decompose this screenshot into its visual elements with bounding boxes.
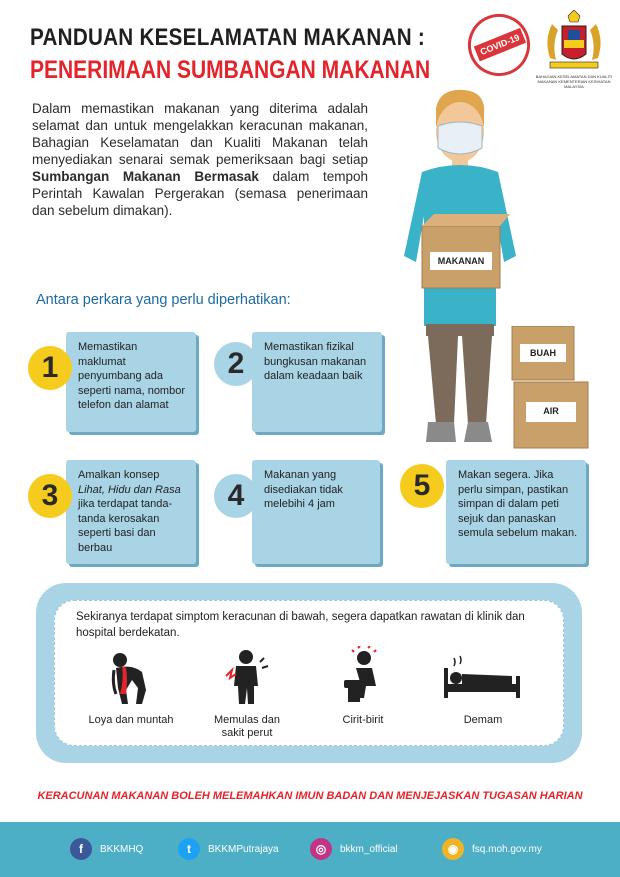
checklist-item-1 bbox=[66, 332, 196, 432]
checklist-item-3-text-b: jika terdapat tanda-tanda kerosakan seperti basi dan berbau bbox=[78, 498, 173, 554]
checklist-item-4 bbox=[252, 460, 380, 564]
vomit-icon bbox=[108, 650, 156, 706]
page-title: PANDUAN KESELAMATAN MAKANAN : bbox=[30, 24, 426, 51]
page-subtitle: PENERIMAAN SUMBANGAN MAKANAN bbox=[30, 56, 431, 84]
checklist-item-5 bbox=[446, 460, 586, 564]
warning-banner: KERACUNAN MAKANAN BOLEH MELEMAHKAN IMUN BADAN DAN MENJEJASKAN TUGASAN HARIAN bbox=[37, 790, 583, 802]
instagram-link[interactable] bbox=[310, 838, 398, 860]
twitter-icon: t bbox=[178, 838, 200, 860]
checklist-number-5: 5 bbox=[400, 464, 444, 508]
crest-caption: BAHAGIAN KESELAMATAN DAN KUALITI MAKANAN KEMENTERIAN KESIHATAN MALAYSIA bbox=[535, 74, 613, 89]
website-url: fsq.moh.gov.my bbox=[472, 843, 542, 855]
twitter-handle: BKKMPutrajaya bbox=[208, 843, 279, 855]
facebook-icon: f bbox=[70, 838, 92, 860]
box-label-buah: BUAH bbox=[530, 348, 556, 358]
facebook-link[interactable] bbox=[70, 838, 143, 860]
stamp-label: COVID-19 bbox=[474, 28, 526, 62]
checklist-item-5-text: Makan segera. Jika perlu simpan, pastikan simpan di dalam peti sejuk dan panaskan semula sebelum makan. bbox=[458, 469, 578, 539]
intro-paragraph bbox=[32, 100, 368, 219]
symptom-label-vomit: Loya dan muntah bbox=[88, 714, 174, 726]
fever-icon bbox=[442, 654, 522, 702]
twitter-link[interactable] bbox=[178, 838, 279, 860]
symptoms-intro: Sekiranya terdapat simptom keracunan di bawah, segera dapatkan rawatan di klinik dan hospital berdekatan. bbox=[76, 611, 525, 639]
checklist-item-3-italic: Lihat, Hidu dan Rasa bbox=[78, 483, 181, 496]
stacked-boxes-illustration bbox=[510, 326, 592, 450]
facebook-handle: BKKMHQ bbox=[100, 843, 144, 855]
checklist-item-3 bbox=[66, 460, 196, 564]
stomach-ache-icon bbox=[224, 648, 270, 706]
checklist-heading: Antara perkara yang perlu diperhatikan: bbox=[36, 292, 291, 308]
checklist-item-4-text: Makanan yang disediakan tidak melebihi 4 jam bbox=[264, 469, 343, 510]
box-label-makanan: MAKANAN bbox=[437, 256, 485, 266]
symptom-label-diarrhea: Cirit-birit bbox=[342, 714, 384, 726]
man-holding-box-illustration bbox=[392, 86, 528, 450]
intro-text-1: Dalam memastikan makanan yang diterima adalah selamat dan untuk mengelakkan keracunan makanan, Bahagian Keselamatan dan Kualiti Makanan telah menyediakan senarai semak pemeriksaan bagi setiap bbox=[32, 101, 368, 167]
checklist-number-3: 3 bbox=[28, 474, 72, 518]
website-link[interactable] bbox=[442, 838, 542, 860]
checklist-number-2: 2 bbox=[214, 342, 258, 386]
intro-text-2: dalam tempoh Perintah Kawalan Pergerakan (semasa penerimaan dan sebelum dimakan). bbox=[32, 169, 368, 218]
symptom-label-stomach: Memulas dan sakit perut bbox=[213, 714, 281, 739]
symptom-label-fever: Demam bbox=[463, 714, 503, 726]
checklist-item-3-text-a: Amalkan konsep bbox=[78, 469, 160, 481]
malaysia-crest-logo bbox=[534, 10, 614, 76]
checklist-number-1: 1 bbox=[28, 346, 72, 390]
intro-bold-text: Sumbangan Makanan Bermasak bbox=[32, 169, 259, 184]
instagram-handle: bkkm_official bbox=[340, 843, 398, 855]
box-label-air: AIR bbox=[543, 406, 559, 416]
web-icon: ◉ bbox=[442, 838, 464, 860]
checklist-item-1-text: Memastikan maklumat penyumbang ada seperti nama, nombor telefon dan alamat bbox=[78, 341, 185, 411]
checklist-item-2-text: Memastikan fizikal bungkusan makanan dalam keadaan baik bbox=[264, 341, 367, 382]
instagram-icon: ◎ bbox=[310, 838, 332, 860]
checklist-item-2 bbox=[252, 332, 382, 432]
checklist-number-4: 4 bbox=[214, 474, 258, 518]
diarrhea-icon bbox=[340, 646, 386, 704]
